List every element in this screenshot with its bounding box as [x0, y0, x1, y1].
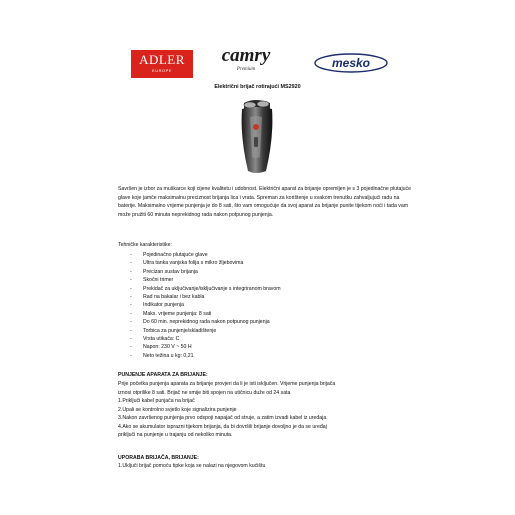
- list-item: - Pojedinačno plutajuće glave: [130, 252, 208, 258]
- adler-logo-sub: EUROPE: [152, 68, 172, 73]
- list-item: - Prekidač za uključivanje/isključivanje s integriranom bravom: [130, 285, 281, 292]
- adler-logo-text: ADLER: [139, 52, 185, 67]
- list-item: - Torbica za punjenje/skladištenje: [130, 327, 217, 334]
- charging-heading: PUNJENJE APARATA ZA BRIJANJE:: [118, 372, 208, 378]
- mesko-logo: [314, 53, 388, 73]
- svg-text:mesko: mesko: [331, 56, 371, 70]
- list-item: - Maks. vrijeme punjenja: 8 sati: [130, 310, 212, 317]
- list-item: - Precizan sustav brijanja: [130, 268, 198, 275]
- instruction-line: 4.Ako se akumulator isprazni tijekom brijanja, da bi dovršili brijanje dovoljno je da se uređaj: [118, 423, 327, 430]
- adler-logo: [131, 50, 193, 78]
- list-item: - Ultra tanka vanjska folija s mikro žljebovima: [130, 260, 244, 267]
- camry-logo-text: camry: [221, 45, 271, 66]
- list-item: - Neto težina u kg: 0,21: [130, 352, 194, 359]
- instruction-line: priključi na punjenje u trajanju od nekoliko minuta.: [118, 432, 233, 438]
- instruction-line: Prije početka punjenja aparata za brijanje provjeri da li je isti isključen. Vrijeme punjenja brijača: [118, 381, 336, 387]
- list-item: - Skočni trimer: [130, 277, 174, 284]
- list-item: - Vrsta utikača: C: [130, 335, 180, 342]
- shaver-image: [230, 97, 282, 175]
- instruction-line: 1.Priključi kabel punjača na brijač: [118, 398, 195, 404]
- list-item: - Napon: 230 V ~ 50 H: [130, 344, 192, 351]
- charging-instructions: [118, 380, 418, 440]
- camry-logo-sub: Premium: [236, 67, 256, 72]
- specs-list: [130, 251, 281, 360]
- instruction-line: 3.Nakon završenog punjenja prvo odspoji napajač od struje, a zatim izvadi kabel iz uređaja.: [118, 415, 328, 421]
- camry-logo: [217, 46, 275, 80]
- shaving-heading: UPORABA BRIJAČA, BRIJANJE:: [118, 455, 199, 461]
- list-item: - Indikator punjenja: [130, 302, 184, 309]
- list-item: - Rad na bakalar i bez kabla: [130, 293, 205, 300]
- shaver-icon: [230, 97, 282, 175]
- document-title: Električni brijač rotirajući MS2920: [214, 84, 301, 90]
- specs-heading: Tehničke karakteristike:: [118, 242, 172, 248]
- instruction-line: iznosi otprilike 8 sati. Brijač ne smije biti spojen na utičnicu duže od 24 sata: [118, 389, 291, 396]
- list-item: - Do 60 min. neprekidnog rada nakon potpunog punjenja: [130, 319, 270, 326]
- shaving-instruction: 1.Uključi brijač pomoću tipke koja se nalazi na njegovom kućištu: [118, 463, 266, 469]
- intro-paragraph: Savršen je izbor za muškarce koji cijene kvalitetu i udobnost. Električni aparat za brijanje opremljen je s 3 pojedinačne plutajuće glave koje jamče maksimalnu preciznost brijanja lica i vrata. Spreman za korištenje u svakom trenutku zahvaljujući radu na baterije. Maksimalno vrijeme punjenja je do 8 sati, što vam omogućuje da svoj aparat za brijanje punite tijekom noći i tada vam može pružiti 60 minuta neprekidnog rada nakon potpunog punjenja.: [118, 186, 411, 218]
- mesko-logo-mark: [314, 53, 388, 73]
- instruction-line: 2.Upali se kontrolno svjetlo koje signalizira punjenje: [118, 406, 237, 413]
